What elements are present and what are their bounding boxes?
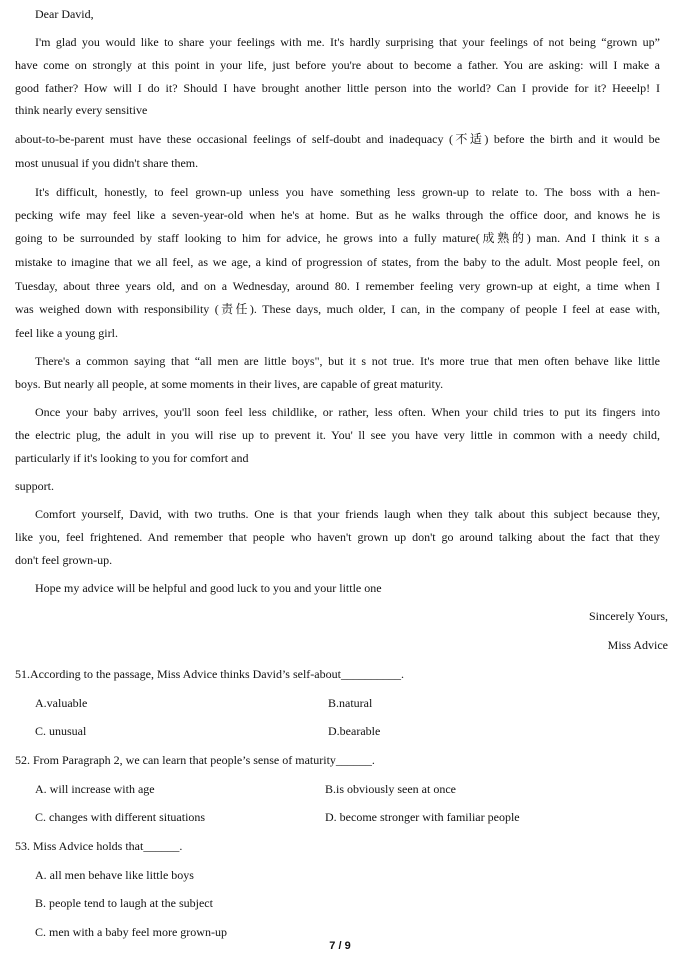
p4b-line: support. [15, 479, 54, 493]
p3-line-2: boys. But nearly all people, at some moments in their lives, are capable of great maturity. [15, 377, 444, 391]
p1-line-3: good father? How will I do it? Should I have brought another little person into the world? Can I provide for it? Heeelp! I [15, 81, 660, 95]
question-51-stem: 51.According to the passage, Miss Advice thinks David’s self-about__________. [15, 667, 404, 681]
question-53-option-a: A. all men behave like little boys [35, 868, 194, 882]
p2-line-6: was weighed down with responsibility (责任). These days, much older, I can, in the company of people I feel at ease with, [15, 302, 660, 316]
p1-line-1: I'm glad you would like to share your feelings with me. It's hardly surprising that your feelings of not being “grown up” [35, 35, 660, 49]
p1-line-2: have come on strongly at this point in your life, just before you're about to become a father. You are asking: will I make a [15, 58, 660, 72]
p2-line-5: Tuesday, about three years old, and on a Wednesday, around 80. I remember feeling very grown-up at eight, a time when I [15, 279, 660, 293]
question-51-option-c: C. unusual [35, 724, 87, 738]
p5-line-2: like you, feel frightened. And remember that people who haven't grown up don't go around talking about the fact that they [15, 530, 660, 544]
question-52-option-a: A. will increase with age [35, 782, 155, 796]
question-51-option-a: A.valuable [35, 696, 88, 710]
p1-line-4: think nearly every sensitive [15, 103, 148, 117]
p2-line-3: going to be surrounded by staff looking to him for advice, he grows into a fully mature(成熟的) man. And I think it s a [15, 231, 660, 245]
question-53-stem: 53. Miss Advice holds that______. [15, 839, 183, 853]
p2-line-2: pecking wife may feel like a seven-year-old when he's at home. But as he walks through the office door, and knows he is [15, 208, 660, 222]
question-52-option-d: D. become stronger with familiar people [325, 810, 520, 824]
p3-line-1: There's a common saying that “all men are little boys", but it s not true. It's more true that men often behave like little [35, 354, 660, 368]
p1b-line-2: most unusual if you didn't share them. [15, 156, 199, 170]
letter-closing: Sincerely Yours, [588, 609, 668, 623]
question-52-option-b: B.is obviously seen at once [325, 782, 456, 796]
p1b-line-1: about-to-be-parent must have these occasional feelings of self-doubt and inadequacy (不适) before the birth and it would be [15, 132, 660, 146]
p4-line-3: particularly if it's looking to you for comfort and [15, 451, 249, 465]
p6-line: Hope my advice will be helpful and good luck to you and your little one [35, 581, 382, 595]
question-51-option-d: D.bearable [328, 724, 381, 738]
letter-greeting: Dear David, [35, 7, 94, 21]
p5-line-1: Comfort yourself, David, with two truths. One is that your friends laugh when they talk about this subject because they, [35, 507, 660, 521]
question-53-option-c: C. men with a baby feel more grown-up [35, 925, 227, 939]
letter-signature: Miss Advice [607, 638, 668, 652]
question-52-stem: 52. From Paragraph 2, we can learn that people’s sense of maturity______. [15, 753, 375, 767]
question-53-option-b: B. people tend to laugh at the subject [35, 896, 213, 910]
question-52-option-c: C. changes with different situations [35, 810, 206, 824]
p2-line-1: It's difficult, honestly, to feel grown-up unless you have something less grown-up to relate to. The boss with a hen- [35, 185, 660, 199]
p4-line-1: Once your baby arrives, you'll soon feel less childlike, or rather, less often. When your child tries to put its fingers into [35, 405, 660, 419]
question-51-option-b: B.natural [328, 696, 373, 710]
page-number: 7 / 9 [329, 940, 351, 952]
p4-line-2: the electric plug, the adult in you will rise up to prevent it. You' ll see you have very little in common with a needy child, [15, 428, 660, 442]
p2-line-7: feel like a young girl. [15, 326, 118, 340]
p2-line-4: mistake to imagine that we all feel, as we age, a kind of progression of states, from the baby to the adult. Most people feel, on [15, 255, 660, 269]
p5-line-3: don't feel grown-up. [15, 553, 113, 567]
